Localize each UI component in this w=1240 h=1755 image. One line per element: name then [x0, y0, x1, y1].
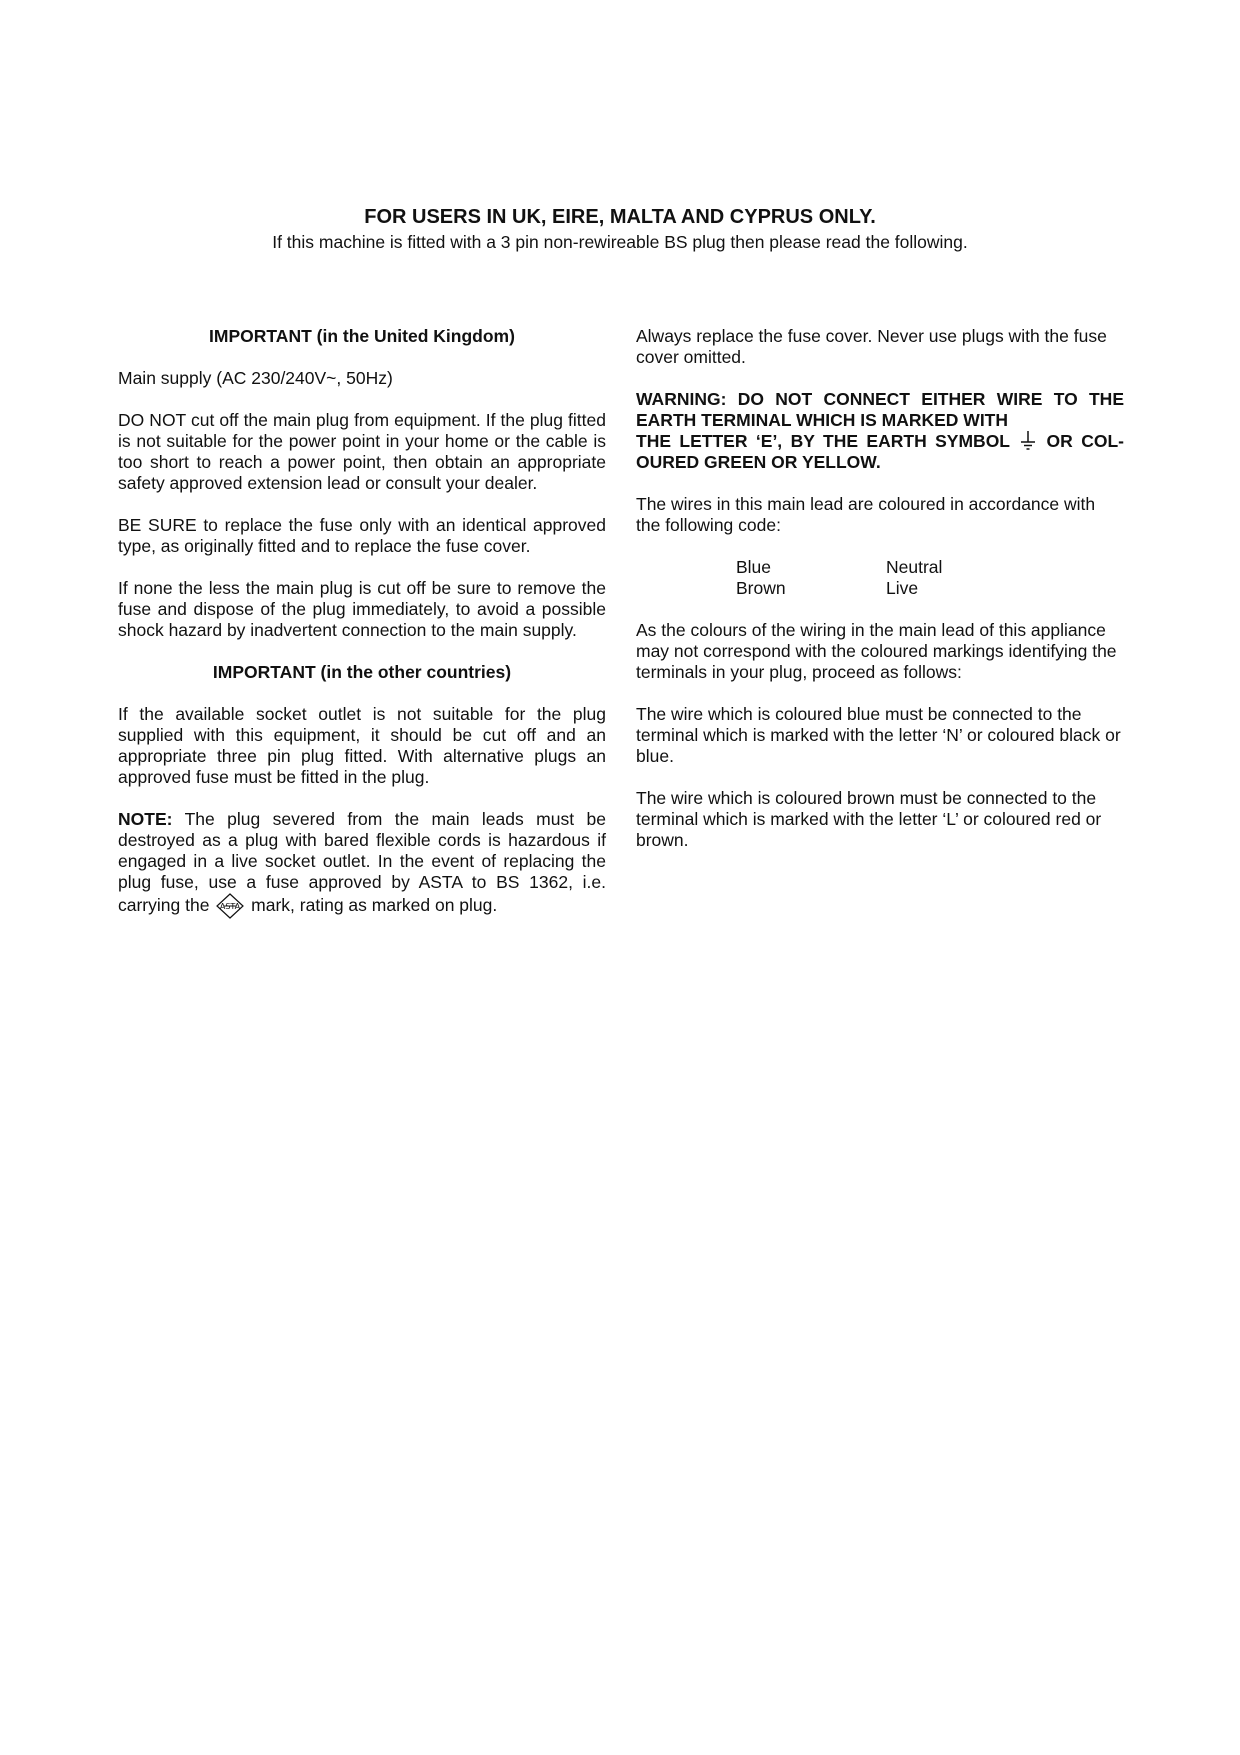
note-paragraph — [118, 809, 606, 919]
wire-colour: Brown — [736, 578, 786, 598]
warning-line-3: OR COL-OURED GREEN OR YELLOW. — [636, 431, 1124, 472]
wire-function: Neutral — [886, 557, 943, 577]
wire-colour-table — [736, 557, 942, 599]
left-column — [118, 326, 606, 940]
warning-line-2: THE LETTER ‘E’, BY THE EARTH SYMBOL — [636, 431, 1019, 451]
note-text-part2: mark, rating as marked on plug. — [246, 895, 498, 915]
warning-line-1: WARNING: DO NOT CONNECT EITHER WIRE TO THE EARTH TERMINAL WHICH IS MARKED WITH — [636, 389, 1124, 430]
be-sure-paragraph: BE SURE to replace the fuse only with an identical approved type, as originally fitted and to replace the fuse cover. — [118, 515, 606, 556]
right-column — [636, 326, 1124, 872]
earth-symbol-icon — [1020, 431, 1036, 451]
page-subtitle: If this machine is fitted with a 3 pin non-rewireable BS plug then please read the following. — [272, 232, 968, 252]
blue-wire-paragraph: The wire which is coloured blue must be connected to the terminal which is marked with the letter ‘N’ or coloured black or blue. — [636, 704, 1121, 766]
fuse-cover-paragraph: Always replace the fuse cover. Never use plugs with the fuse cover omitted. — [636, 326, 1107, 367]
main-supply-text: Main supply (AC 230/240V~, 50Hz) — [118, 368, 393, 388]
page-title: FOR USERS IN UK, EIRE, MALTA AND CYPRUS ONLY. — [364, 206, 876, 228]
asta-mark-icon — [216, 893, 244, 919]
note-text-part1: The plug severed from the main leads must be destroyed as a plug with bared flexible cords is hazardous if engaged in a live socket outlet. In the event of replacing the plug fuse, use a fuse approved by ASTA to BS 1362, i.e. carrying the — [118, 809, 606, 915]
wire-function: Live — [886, 578, 919, 598]
table-row — [736, 557, 942, 578]
wire-colour: Blue — [736, 557, 772, 577]
note-label: NOTE: — [118, 809, 173, 829]
table-row — [736, 578, 942, 599]
heading-uk: IMPORTANT (in the United Kingdom) — [209, 326, 515, 346]
page-header — [0, 204, 1240, 254]
as-colours-paragraph: As the colours of the wiring in the main lead of this appliance may not correspond with the coloured markings identifying the terminals in your plug, proceed as follows: — [636, 620, 1117, 682]
svg-text:ASTA: ASTA — [220, 902, 241, 911]
heading-other-countries: IMPORTANT (in the other countries) — [212, 662, 512, 682]
other-countries-paragraph: If the available socket outlet is not suitable for the plug supplied with this equipment, it should be cut off and an appropriate three pin plug fitted. With alternative plugs an approved fuse must be fitted in the plug. — [118, 704, 606, 787]
warning-paragraph — [636, 389, 1124, 473]
brown-wire-paragraph: The wire which is coloured brown must be connected to the terminal which is marked with the letter ‘L’ or coloured red or brown. — [636, 788, 1102, 850]
if-cut-off-paragraph: If none the less the main plug is cut off be sure to remove the fuse and dispose of the plug immediately, to avoid a possible shock hazard by inadvertent connection to the main supply. — [118, 578, 606, 640]
wires-code-paragraph: The wires in this main lead are coloured in accordance with the following code: — [636, 494, 1096, 535]
do-not-cut-paragraph: DO NOT cut off the main plug from equipment. If the plug fitted is not suitable for the power point in your home or the cable is too short to reach a power point, then obtain an appropriate safety approved extension lead or consult your dealer. — [118, 410, 606, 493]
